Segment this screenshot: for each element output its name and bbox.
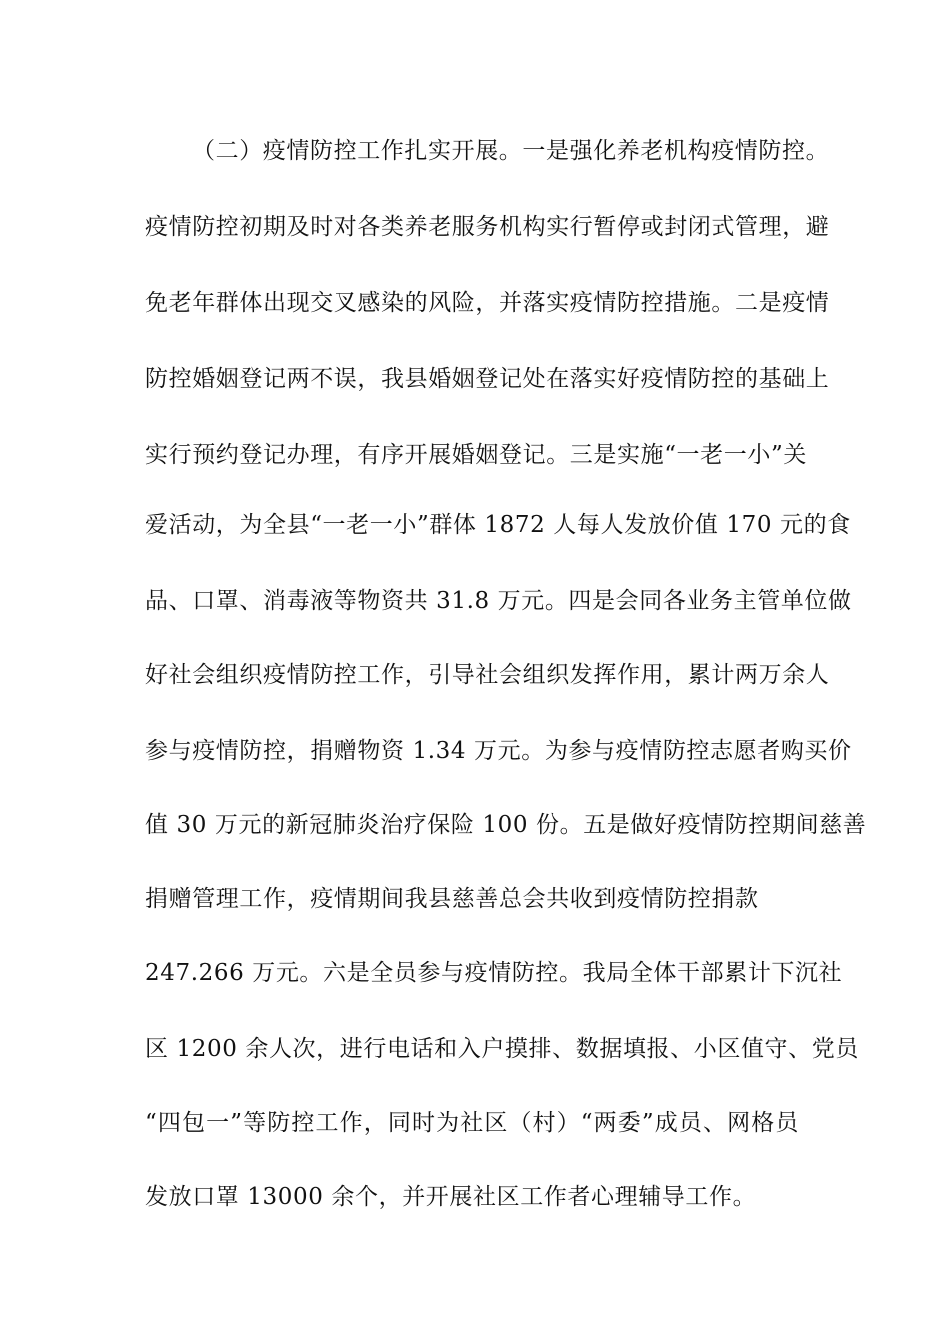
paragraph-line: 实行预约登记办理，有序开展婚姻登记。三是实施“一老一小”关	[145, 442, 807, 468]
paragraph-line: 值 30 万元的新冠肺炎治疗保险 100 份。五是做好疫情防控期间慈善	[145, 812, 867, 838]
paragraph-line: “四包一”等防控工作，同时为社区（村）“两委”成员、网格员	[145, 1110, 799, 1136]
paragraph-line: 参与疫情防控，捐赠物资 1.34 万元。为参与疫情防控志愿者购买价	[145, 738, 852, 764]
paragraph-line: （二）疫情防控工作扎实开展。一是强化养老机构疫情防控。	[192, 138, 830, 164]
paragraph-line: 发放口罩 13000 余个，并开展社区工作者心理辅导工作。	[145, 1184, 757, 1210]
paragraph-line: 247.266 万元。六是全员参与疫情防控。我局全体干部累计下沉社	[145, 960, 843, 986]
paragraph-line: 疫情防控初期及时对各类养老服务机构实行暂停或封闭式管理，避	[145, 214, 830, 240]
paragraph-line: 捐赠管理工作，疫情期间我县慈善总会共收到疫情防控捐款	[145, 886, 759, 912]
paragraph-line: 爱活动，为全县“一老一小”群体 1872 人每人发放价值 170 元的食	[145, 512, 851, 538]
paragraph-line: 好社会组织疫情防控工作，引导社会组织发挥作用，累计两万余人	[145, 662, 830, 688]
paragraph-line: 免老年群体出现交叉感染的风险，并落实疫情防控措施。二是疫情	[145, 290, 830, 316]
paragraph-line: 防控婚姻登记两不误，我县婚姻登记处在落实好疫情防控的基础上	[145, 366, 830, 392]
paragraph-line: 品、口罩、消毒液等物资共 31.8 万元。四是会同各业务主管单位做	[145, 588, 852, 614]
paragraph-line: 区 1200 余人次，进行电话和入户摸排、数据填报、小区值守、党员	[145, 1036, 859, 1062]
